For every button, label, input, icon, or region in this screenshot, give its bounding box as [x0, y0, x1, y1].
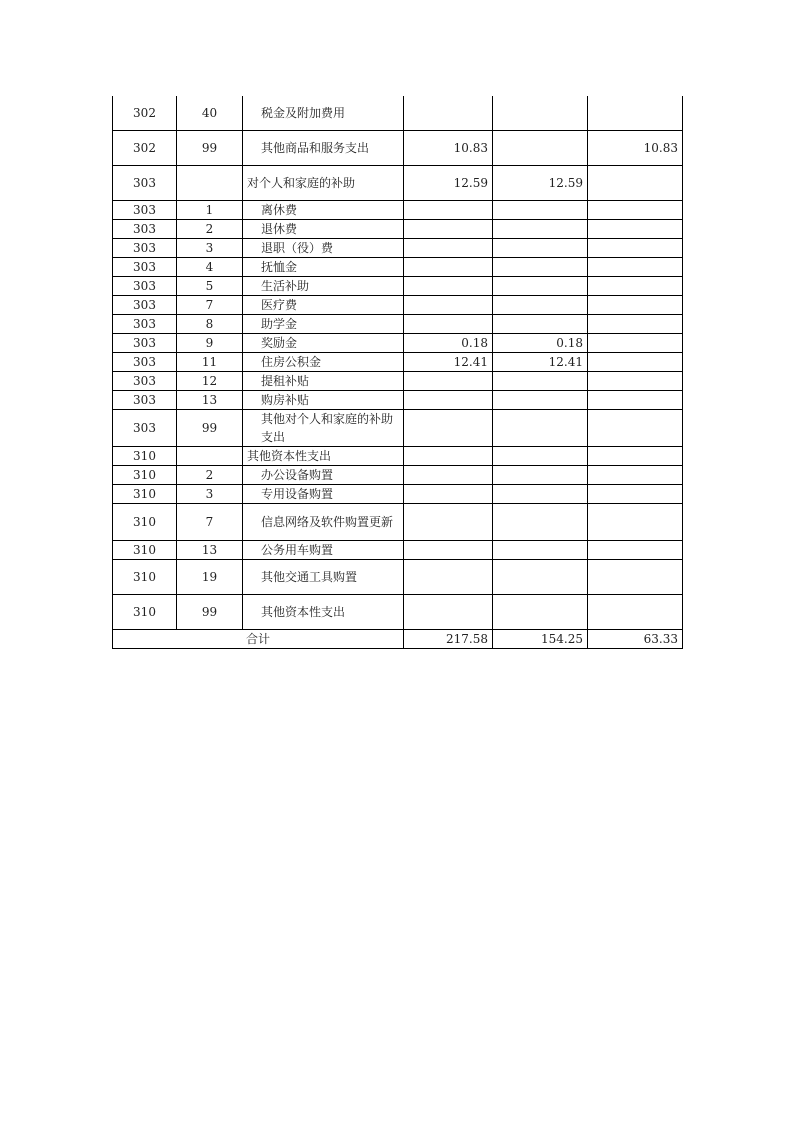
item-code-cell: 99 [177, 410, 243, 447]
grand-basic-cell: 154.25 [493, 630, 588, 649]
item-code-cell: 19 [177, 560, 243, 595]
basic-expenditure-cell [493, 504, 588, 541]
total-amount-cell [404, 372, 493, 391]
item-name-cell: 抚恤金 [243, 258, 404, 277]
item-code-cell: 9 [177, 334, 243, 353]
project-expenditure-cell: 10.83 [588, 131, 683, 166]
class-code-cell: 310 [113, 504, 177, 541]
total-amount-cell [404, 315, 493, 334]
project-expenditure-cell [588, 485, 683, 504]
total-amount-cell [404, 466, 493, 485]
item-name-cell: 助学金 [243, 315, 404, 334]
item-name-cell: 办公设备购置 [243, 466, 404, 485]
total-amount-cell [404, 220, 493, 239]
table-row [113, 315, 683, 334]
item-code-cell: 99 [177, 595, 243, 630]
item-name-cell: 其他资本性支出 [243, 447, 404, 466]
total-row [113, 630, 683, 649]
item-name-cell: 生活补助 [243, 277, 404, 296]
budget-expenditure-table [112, 96, 683, 649]
basic-expenditure-cell [493, 372, 588, 391]
class-code-cell: 303 [113, 166, 177, 201]
total-amount-cell [404, 504, 493, 541]
total-amount-cell: 12.41 [404, 353, 493, 372]
basic-expenditure-cell [493, 201, 588, 220]
class-code-cell: 303 [113, 334, 177, 353]
table-row [113, 201, 683, 220]
item-code-cell: 40 [177, 96, 243, 131]
class-code-cell: 303 [113, 277, 177, 296]
basic-expenditure-cell [493, 541, 588, 560]
item-name-cell: 对个人和家庭的补助 [243, 166, 404, 201]
total-amount-cell [404, 96, 493, 131]
item-code-cell: 7 [177, 296, 243, 315]
project-expenditure-cell [588, 353, 683, 372]
item-code-cell: 8 [177, 315, 243, 334]
total-amount-cell [404, 201, 493, 220]
item-code-cell: 2 [177, 220, 243, 239]
basic-expenditure-cell [493, 391, 588, 410]
item-name-cell: 税金及附加费用 [243, 96, 404, 131]
class-code-cell: 310 [113, 485, 177, 504]
project-expenditure-cell [588, 201, 683, 220]
total-amount-cell [404, 410, 493, 447]
table-row [113, 391, 683, 410]
item-code-cell: 4 [177, 258, 243, 277]
class-code-cell: 310 [113, 560, 177, 595]
basic-expenditure-cell [493, 220, 588, 239]
basic-expenditure-cell [493, 595, 588, 630]
item-code-cell: 7 [177, 504, 243, 541]
item-name-cell: 公务用车购置 [243, 541, 404, 560]
table-row [113, 277, 683, 296]
project-expenditure-cell [588, 447, 683, 466]
table-row [113, 239, 683, 258]
table-body [113, 96, 683, 649]
item-name-cell [243, 504, 404, 541]
total-amount-cell [404, 258, 493, 277]
table-row [113, 541, 683, 560]
project-expenditure-cell [588, 239, 683, 258]
project-expenditure-cell [588, 296, 683, 315]
item-name-cell: 其他资本性支出 [243, 595, 404, 630]
item-code-cell [177, 166, 243, 201]
basic-expenditure-cell [493, 96, 588, 131]
total-amount-cell [404, 391, 493, 410]
table-row [113, 258, 683, 277]
project-expenditure-cell [588, 372, 683, 391]
item-code-cell: 11 [177, 353, 243, 372]
item-name-text: 其他对个人和家庭的补助支出 [261, 412, 394, 444]
class-code-cell: 303 [113, 391, 177, 410]
table-row [113, 334, 683, 353]
table-row [113, 131, 683, 166]
total-amount-cell [404, 239, 493, 258]
item-code-cell: 13 [177, 541, 243, 560]
basic-expenditure-cell: 12.41 [493, 353, 588, 372]
table-row [113, 560, 683, 595]
table-row [113, 504, 683, 541]
project-expenditure-cell [588, 277, 683, 296]
item-name-cell: 医疗费 [243, 296, 404, 315]
total-amount-cell [404, 595, 493, 630]
item-code-cell: 1 [177, 201, 243, 220]
project-expenditure-cell [588, 541, 683, 560]
project-expenditure-cell [588, 595, 683, 630]
basic-expenditure-cell [493, 239, 588, 258]
project-expenditure-cell [588, 504, 683, 541]
table-row [113, 220, 683, 239]
total-amount-cell: 10.83 [404, 131, 493, 166]
table-row [113, 447, 683, 466]
table-row [113, 485, 683, 504]
item-name-cell: 奖励金 [243, 334, 404, 353]
total-amount-cell [404, 447, 493, 466]
table-row [113, 595, 683, 630]
basic-expenditure-cell: 12.59 [493, 166, 588, 201]
item-code-cell: 5 [177, 277, 243, 296]
project-expenditure-cell [588, 166, 683, 201]
class-code-cell: 303 [113, 239, 177, 258]
table-row [113, 410, 683, 447]
basic-expenditure-cell [493, 258, 588, 277]
class-code-cell: 303 [113, 410, 177, 447]
class-code-cell: 303 [113, 315, 177, 334]
project-expenditure-cell [588, 466, 683, 485]
total-amount-cell: 12.59 [404, 166, 493, 201]
item-name-cell: 专用设备购置 [243, 485, 404, 504]
item-code-cell: 3 [177, 485, 243, 504]
class-code-cell: 303 [113, 220, 177, 239]
total-amount-cell [404, 277, 493, 296]
total-amount-cell [404, 485, 493, 504]
class-code-cell: 303 [113, 201, 177, 220]
project-expenditure-cell [588, 258, 683, 277]
class-code-cell: 303 [113, 353, 177, 372]
grand-total-cell: 217.58 [404, 630, 493, 649]
basic-expenditure-cell [493, 410, 588, 447]
project-expenditure-cell [588, 334, 683, 353]
item-code-cell: 2 [177, 466, 243, 485]
class-code-cell: 310 [113, 541, 177, 560]
basic-expenditure-cell [493, 447, 588, 466]
item-code-cell: 13 [177, 391, 243, 410]
item-name-cell [243, 410, 404, 447]
project-expenditure-cell [588, 560, 683, 595]
grand-project-cell: 63.33 [588, 630, 683, 649]
class-code-cell: 302 [113, 131, 177, 166]
class-code-cell: 303 [113, 258, 177, 277]
basic-expenditure-cell [493, 315, 588, 334]
total-amount-cell [404, 296, 493, 315]
item-code-cell: 12 [177, 372, 243, 391]
basic-expenditure-cell [493, 296, 588, 315]
basic-expenditure-cell [493, 131, 588, 166]
item-name-cell: 购房补贴 [243, 391, 404, 410]
total-amount-cell [404, 541, 493, 560]
item-name-cell: 离休费 [243, 201, 404, 220]
class-code-cell: 303 [113, 372, 177, 391]
class-code-cell: 303 [113, 296, 177, 315]
project-expenditure-cell [588, 410, 683, 447]
item-code-cell: 3 [177, 239, 243, 258]
table-row [113, 372, 683, 391]
project-expenditure-cell [588, 315, 683, 334]
basic-expenditure-cell [493, 277, 588, 296]
total-amount-cell [404, 560, 493, 595]
class-code-cell: 310 [113, 466, 177, 485]
class-code-cell: 302 [113, 96, 177, 131]
table-row [113, 166, 683, 201]
table-row [113, 296, 683, 315]
class-code-cell: 310 [113, 447, 177, 466]
basic-expenditure-cell [493, 485, 588, 504]
basic-expenditure-cell [493, 466, 588, 485]
item-name-cell: 住房公积金 [243, 353, 404, 372]
project-expenditure-cell [588, 391, 683, 410]
table-row [113, 466, 683, 485]
total-amount-cell: 0.18 [404, 334, 493, 353]
table-row [113, 96, 683, 131]
project-expenditure-cell [588, 220, 683, 239]
item-name-cell: 其他交通工具购置 [243, 560, 404, 595]
item-code-cell: 99 [177, 131, 243, 166]
item-name-cell: 退休费 [243, 220, 404, 239]
basic-expenditure-cell: 0.18 [493, 334, 588, 353]
item-name-cell: 其他商品和服务支出 [243, 131, 404, 166]
table-row [113, 353, 683, 372]
item-name-cell: 退职（役）费 [243, 239, 404, 258]
item-code-cell [177, 447, 243, 466]
basic-expenditure-cell [493, 560, 588, 595]
class-code-cell: 310 [113, 595, 177, 630]
item-name-cell: 提租补贴 [243, 372, 404, 391]
project-expenditure-cell [588, 96, 683, 131]
item-name-text: 信息网络及软件购置更新 [261, 515, 394, 529]
total-label-cell: 合计 [113, 630, 404, 649]
